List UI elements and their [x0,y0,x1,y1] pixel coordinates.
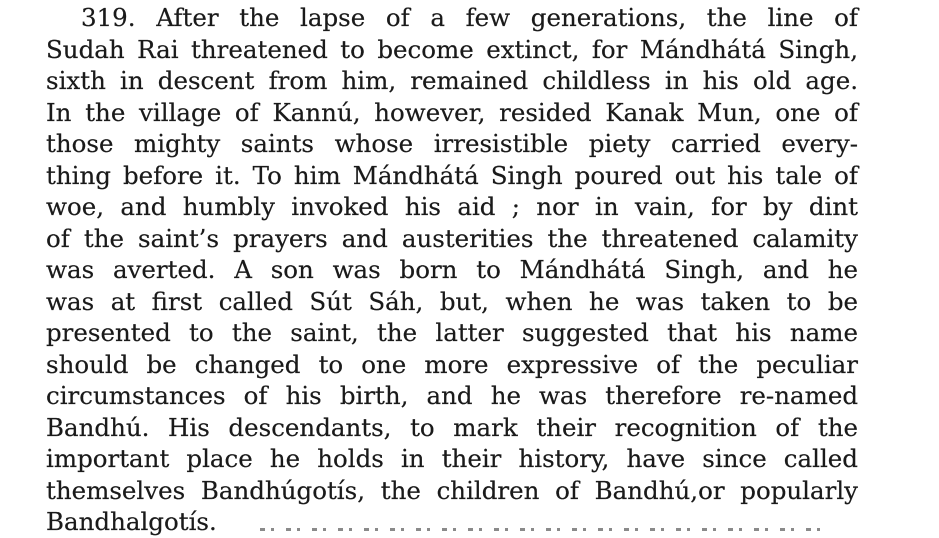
text-line: Sudah Rai threatened to become extinct, for Mándhátá Singh, [46,34,858,64]
text-line: Bandhalgotís. [46,507,217,536]
text-line: was at first called Sút Sáh, but, when he was taken to be [46,286,858,316]
cropped-next-line [260,523,820,531]
text-line: was averted. A son was born to Mándhátá Singh, and he [46,255,858,284]
text-line: of the saint’s prayers and austerities the threatened calamity [46,223,858,253]
text-line: those mighty saints whose irresistible piety carried every- [46,129,858,158]
text-line: In the village of Kannú, however, resided Kanak Mun, one of [46,97,858,127]
text-line: 319. After the lapse of a few generations, the line of [81,3,858,32]
text-line: presented to the saint, the latter suggested that his name [46,318,858,347]
text-line: woe, and humbly invoked his aid ; nor in vain, for by dint [46,192,858,221]
text-line: Bandhú. His descendants, to mark their recognition of the [46,412,858,442]
text-line: thing before it. To him Mándhátá Singh poured out his tale of [46,160,858,190]
text-line: important place he holds in their history, have since called [46,444,858,473]
text-line: circumstances of his birth, and he was therefore re-named [46,381,858,410]
text-line: sixth in descent from him, remained childless in his old age. [46,66,858,95]
text-line: themselves Bandhúgotís, the children of Bandhú,or popularly [46,475,858,505]
paragraph-319 [46,2,858,538]
text-line: should be changed to one more expressive of the peculiar [46,349,858,379]
